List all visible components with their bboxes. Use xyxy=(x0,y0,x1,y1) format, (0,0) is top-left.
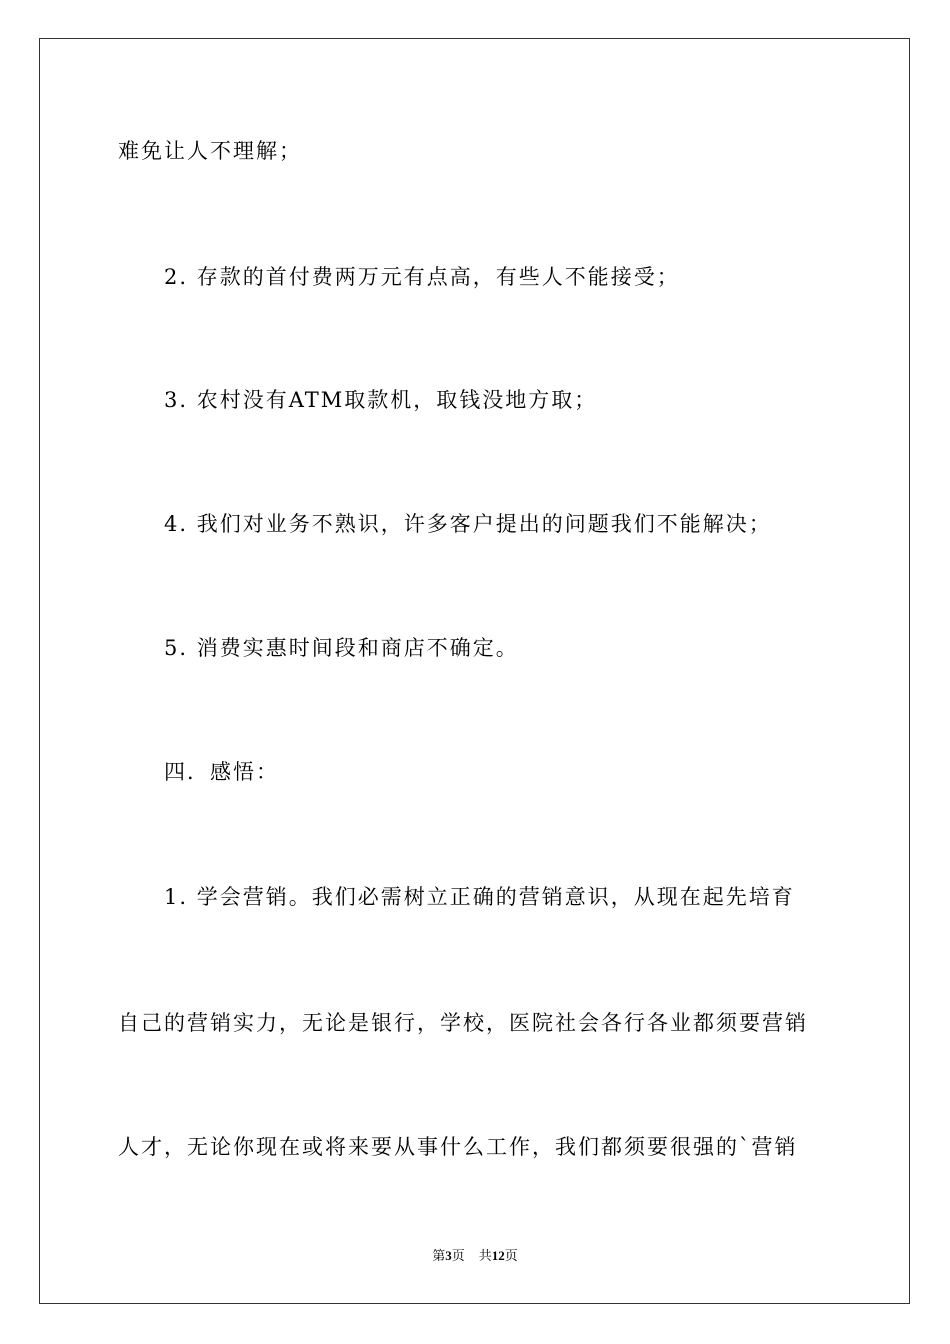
total-prefix: 共 xyxy=(478,1248,492,1263)
paragraph-line-2: 自己的营销实力，无论是银行，学校，医院社会各行各业都须要营销 xyxy=(118,1011,808,1035)
page-prefix: 第 xyxy=(432,1248,446,1263)
list-item-2: 2. 存款的首付费两万元有点高，有些人不能接受； xyxy=(164,265,680,289)
paragraph-line-3: 人才，无论你现在或将来要从事什么工作，我们都须要很强的`营销 xyxy=(118,1135,798,1159)
page-border xyxy=(39,38,910,1304)
page-footer xyxy=(0,1248,950,1264)
paragraph-line-1: 1. 学会营销。我们必需树立正确的营销意识，从现在起先培育 xyxy=(164,885,795,909)
page-suffix: 页 xyxy=(451,1248,465,1263)
current-page-number: 3 xyxy=(445,1248,452,1263)
total-suffix: 页 xyxy=(504,1248,518,1263)
text-line-continuation: 难免让人不理解； xyxy=(118,139,302,163)
list-item-4: 4. 我们对业务不熟识，许多客户提出的问题我们不能解决； xyxy=(164,512,772,536)
total-page-count: 12 xyxy=(491,1248,505,1263)
section-heading-insights: 四．感悟： xyxy=(164,760,279,784)
list-item-3: 3. 农村没有ATM取款机，取钱没地方取； xyxy=(164,388,598,412)
list-item-5: 5. 消费实惠时间段和商店不确定。 xyxy=(164,636,519,660)
